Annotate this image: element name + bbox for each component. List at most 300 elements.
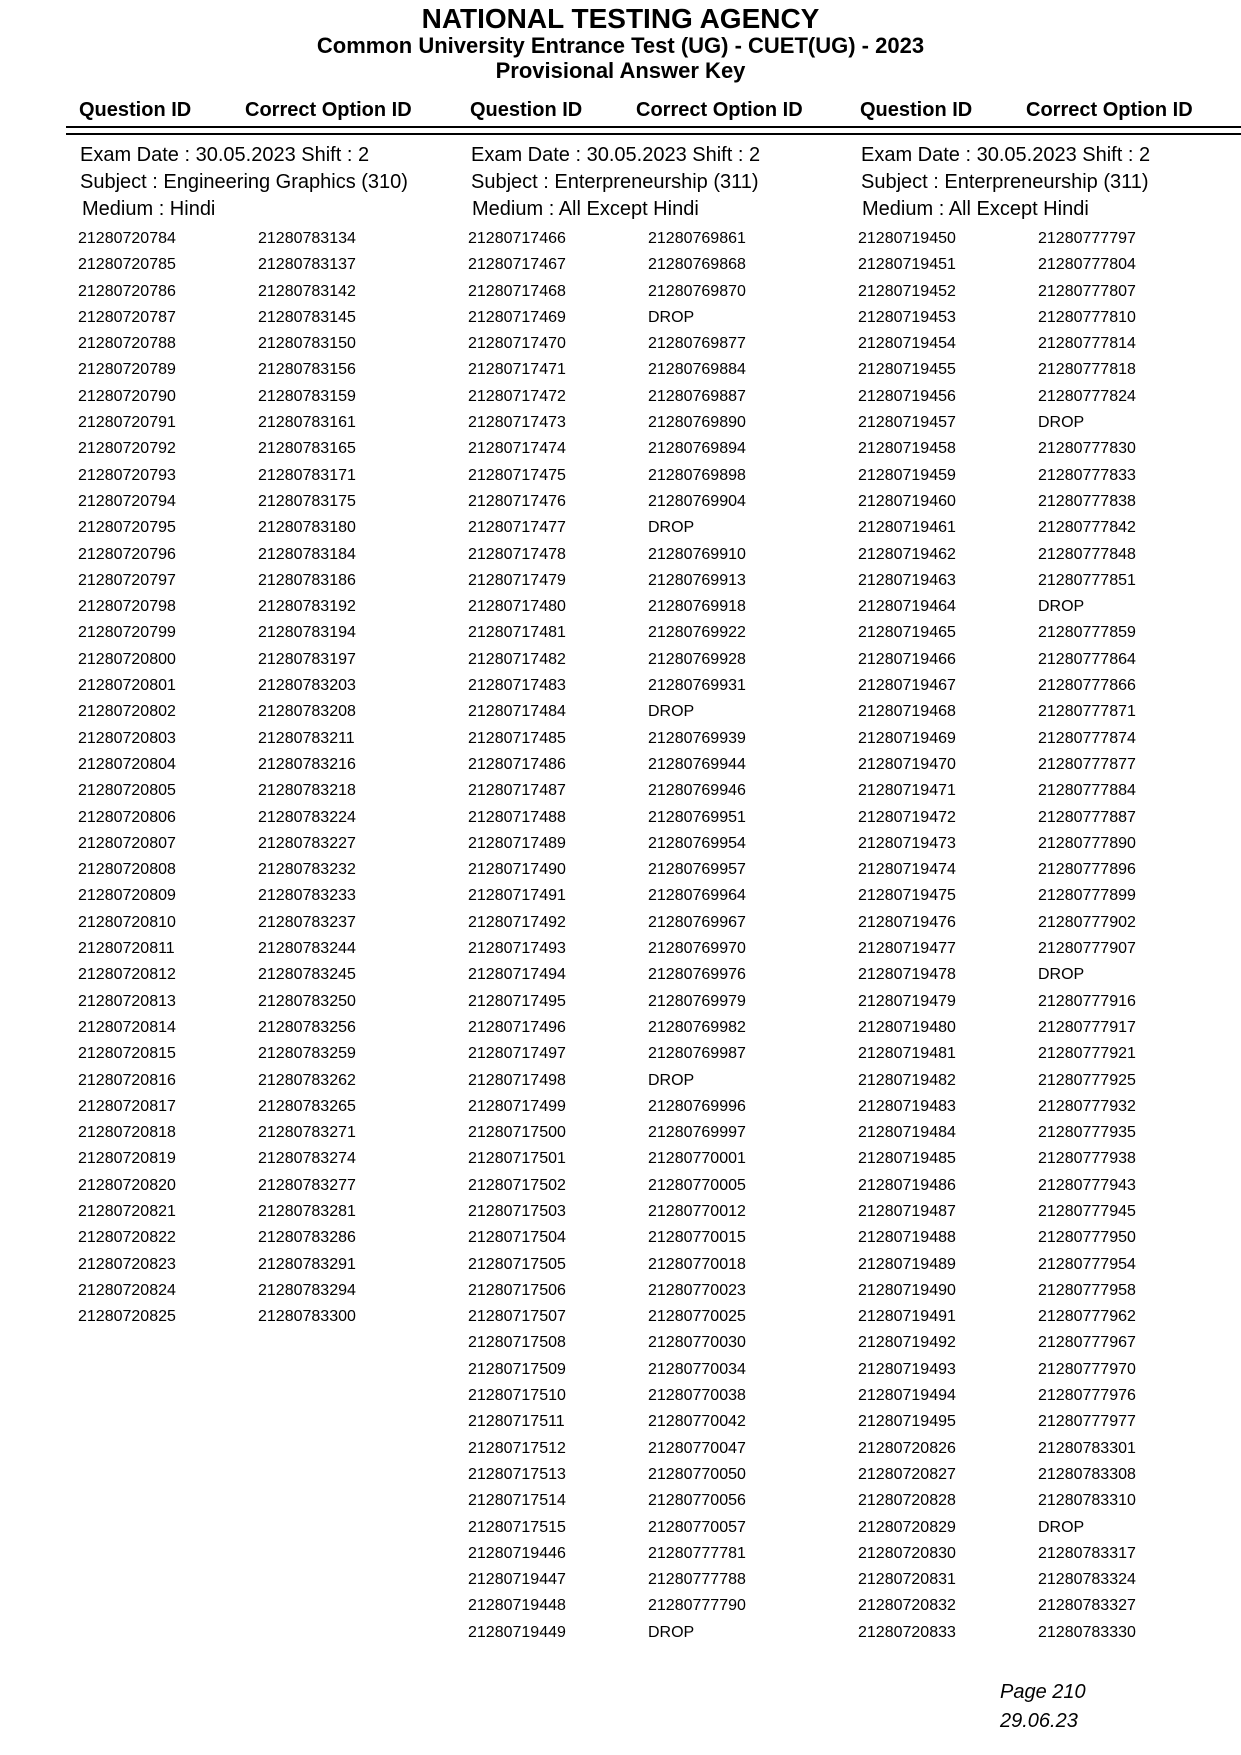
correct-option-id: 21280783259 bbox=[258, 1045, 356, 1063]
correct-option-id: 21280783310 bbox=[1038, 1492, 1136, 1510]
correct-option-id: 21280769967 bbox=[648, 913, 746, 931]
correct-option-id: 21280777890 bbox=[1038, 834, 1136, 852]
table-row bbox=[858, 357, 1241, 383]
question-id: 21280717476 bbox=[468, 492, 566, 510]
correct-option-id: 21280777977 bbox=[1038, 1413, 1136, 1431]
table-row bbox=[858, 384, 1241, 410]
correct-option-id: 21280770034 bbox=[648, 1360, 746, 1378]
correct-option-id: 21280783175 bbox=[258, 492, 356, 510]
question-id: 21280719450 bbox=[858, 230, 956, 247]
table-row bbox=[858, 1094, 1241, 1120]
correct-option-id: 21280777838 bbox=[1038, 492, 1136, 510]
correct-option-id: DROP bbox=[648, 1623, 695, 1641]
table-row bbox=[858, 489, 1241, 515]
question-id: 21280720791 bbox=[78, 414, 176, 432]
table-row bbox=[468, 1278, 858, 1304]
question-id: 21280719455 bbox=[858, 361, 956, 379]
correct-option-id: 21280783291 bbox=[258, 1255, 356, 1273]
correct-option-id: 21280777866 bbox=[1038, 677, 1136, 695]
table-row bbox=[468, 883, 858, 909]
question-id: 21280717471 bbox=[468, 361, 566, 379]
question-id: 21280717472 bbox=[468, 387, 566, 405]
question-id: 21280717511 bbox=[468, 1413, 565, 1431]
table-row bbox=[858, 279, 1241, 305]
correct-option-id: 21280783237 bbox=[258, 913, 356, 931]
question-id: 21280717474 bbox=[468, 440, 566, 458]
table-row bbox=[858, 910, 1241, 936]
question-id: 21280720800 bbox=[78, 650, 176, 668]
table-row bbox=[468, 620, 858, 646]
table-row bbox=[468, 778, 858, 804]
correct-option-id: 21280783245 bbox=[258, 966, 356, 984]
correct-option-id: 21280783165 bbox=[258, 440, 356, 458]
table-row bbox=[468, 1252, 858, 1278]
question-id: 21280720814 bbox=[78, 1018, 176, 1036]
correct-option-id: 21280769970 bbox=[648, 940, 746, 958]
question-id: 21280717514 bbox=[468, 1492, 566, 1510]
question-id: 21280717470 bbox=[468, 335, 566, 353]
question-id: 21280717479 bbox=[468, 571, 566, 589]
question-id: 21280720792 bbox=[78, 440, 176, 458]
question-id: 21280719463 bbox=[858, 571, 956, 589]
correct-option-id: 21280777830 bbox=[1038, 440, 1136, 458]
table-row bbox=[468, 805, 858, 831]
table-row bbox=[78, 436, 468, 462]
table-row bbox=[78, 1146, 468, 1172]
question-id: 21280717473 bbox=[468, 414, 566, 432]
subject: Subject : Enterpreneurship (311) bbox=[861, 171, 1149, 193]
correct-option-id: 21280777935 bbox=[1038, 1124, 1136, 1142]
correct-option-id: 21280770057 bbox=[648, 1518, 746, 1536]
question-id: 21280717486 bbox=[468, 755, 566, 773]
table-row bbox=[858, 436, 1241, 462]
table-row bbox=[78, 331, 468, 357]
correct-option-id: 21280783142 bbox=[258, 282, 356, 300]
question-id: 21280717478 bbox=[468, 545, 566, 563]
correct-option-id: 21280777842 bbox=[1038, 519, 1136, 537]
question-id: 21280719490 bbox=[858, 1281, 956, 1299]
question-id: 21280717504 bbox=[468, 1229, 566, 1247]
column-header-correct-option-id: Correct Option ID bbox=[1026, 99, 1193, 121]
table-row bbox=[858, 1409, 1241, 1435]
answer-section bbox=[858, 0, 1241, 1755]
agency-title: NATIONAL TESTING AGENCY bbox=[421, 3, 820, 34]
correct-option-id: 21280783281 bbox=[258, 1202, 356, 1220]
table-row bbox=[468, 1173, 858, 1199]
question-id: 21280719465 bbox=[858, 624, 956, 642]
question-id: 21280717483 bbox=[468, 677, 566, 695]
question-id: 21280717494 bbox=[468, 966, 566, 984]
table-row bbox=[858, 857, 1241, 883]
correct-option-id: 21280769928 bbox=[648, 650, 746, 668]
correct-option-id: 21280783134 bbox=[258, 230, 356, 247]
table-row bbox=[78, 752, 468, 778]
question-id: 21280719476 bbox=[858, 913, 956, 931]
table-row bbox=[858, 252, 1241, 278]
question-id: 21280720825 bbox=[78, 1308, 176, 1326]
question-id: 21280720831 bbox=[858, 1571, 956, 1589]
question-id: 21280717500 bbox=[468, 1124, 566, 1142]
question-id: 21280717467 bbox=[468, 256, 566, 274]
table-row bbox=[858, 1015, 1241, 1041]
question-id: 21280720827 bbox=[858, 1465, 956, 1483]
correct-option-id: 21280770038 bbox=[648, 1387, 746, 1405]
correct-option-id: 21280783192 bbox=[258, 598, 356, 616]
correct-option-id: 21280769861 bbox=[648, 230, 746, 247]
table-row bbox=[468, 1041, 858, 1067]
table-row bbox=[78, 1304, 468, 1330]
correct-option-id: 21280783137 bbox=[258, 256, 356, 274]
table-row bbox=[858, 805, 1241, 831]
correct-option-id: 21280777877 bbox=[1038, 755, 1136, 773]
question-id: 21280717501 bbox=[468, 1150, 566, 1168]
table-row bbox=[468, 331, 858, 357]
table-row bbox=[858, 1330, 1241, 1356]
column-header-correct-option-id: Correct Option ID bbox=[636, 99, 803, 121]
table-row bbox=[78, 1120, 468, 1146]
correct-option-id: 21280777790 bbox=[648, 1597, 746, 1615]
question-id: 21280717498 bbox=[468, 1071, 566, 1089]
table-row bbox=[858, 1462, 1241, 1488]
question-id: 21280720789 bbox=[78, 361, 176, 379]
question-id: 21280720803 bbox=[78, 729, 176, 747]
table-row bbox=[858, 726, 1241, 752]
table-row bbox=[858, 515, 1241, 541]
question-id: 21280719462 bbox=[858, 545, 956, 563]
correct-option-id: 21280777884 bbox=[1038, 782, 1136, 800]
question-id: 21280719491 bbox=[858, 1308, 956, 1326]
question-id: 21280720810 bbox=[78, 913, 176, 931]
question-id: 21280717490 bbox=[468, 861, 566, 879]
question-id: 21280719481 bbox=[858, 1045, 956, 1063]
question-id: 21280720806 bbox=[78, 808, 176, 826]
table-row bbox=[78, 489, 468, 515]
table-row bbox=[858, 226, 1241, 252]
question-id: 21280717481 bbox=[468, 624, 566, 642]
correct-option-id: 21280777902 bbox=[1038, 913, 1136, 931]
question-id: 21280720793 bbox=[78, 466, 176, 484]
correct-option-id: 21280783216 bbox=[258, 755, 356, 773]
question-id: 21280720794 bbox=[78, 492, 176, 510]
correct-option-id: 21280777962 bbox=[1038, 1308, 1136, 1326]
question-id: 21280719460 bbox=[858, 492, 956, 510]
correct-option-id: 21280769996 bbox=[648, 1097, 746, 1115]
table-row bbox=[468, 542, 858, 568]
question-id: 21280720786 bbox=[78, 282, 176, 300]
correct-option-id: 21280777967 bbox=[1038, 1334, 1136, 1352]
table-row bbox=[78, 673, 468, 699]
table-row bbox=[858, 1278, 1241, 1304]
question-id: 21280717482 bbox=[468, 650, 566, 668]
table-row bbox=[468, 1120, 858, 1146]
correct-option-id: 21280777958 bbox=[1038, 1281, 1136, 1299]
table-row bbox=[858, 989, 1241, 1015]
correct-option-id: 21280783324 bbox=[1038, 1571, 1136, 1589]
question-id: 21280720830 bbox=[858, 1544, 956, 1562]
correct-option-id: 21280783294 bbox=[258, 1281, 356, 1299]
table-row bbox=[78, 620, 468, 646]
question-id: 21280720802 bbox=[78, 703, 176, 721]
table-row bbox=[78, 1199, 468, 1225]
correct-option-id: 21280777824 bbox=[1038, 387, 1136, 405]
correct-option-id: 21280770001 bbox=[648, 1150, 746, 1168]
question-id: 21280719466 bbox=[858, 650, 956, 668]
correct-option-id: 21280777925 bbox=[1038, 1071, 1136, 1089]
question-id: 21280719453 bbox=[858, 308, 956, 326]
question-id: 21280720813 bbox=[78, 992, 176, 1010]
question-id: 21280719484 bbox=[858, 1124, 956, 1142]
correct-option-id: 21280783271 bbox=[258, 1124, 356, 1142]
table-row bbox=[78, 936, 468, 962]
correct-option-id: 21280777864 bbox=[1038, 650, 1136, 668]
correct-option-id: 21280769877 bbox=[648, 335, 746, 353]
correct-option-id: DROP bbox=[1038, 1518, 1085, 1536]
page-number: Page 210 bbox=[1000, 1681, 1086, 1703]
correct-option-id: 21280783227 bbox=[258, 834, 356, 852]
table-row bbox=[468, 673, 858, 699]
question-id: 21280719448 bbox=[468, 1597, 566, 1615]
table-row bbox=[468, 279, 858, 305]
exam-date-shift: Exam Date : 30.05.2023 Shift : 2 bbox=[80, 144, 370, 166]
correct-option-id: 21280770018 bbox=[648, 1255, 746, 1273]
correct-option-id: 21280770012 bbox=[648, 1202, 746, 1220]
correct-option-id: 21280783180 bbox=[258, 519, 356, 537]
table-row bbox=[468, 515, 858, 541]
question-id: 21280719486 bbox=[858, 1176, 956, 1194]
question-id: 21280717503 bbox=[468, 1202, 566, 1220]
question-id: 21280719483 bbox=[858, 1097, 956, 1115]
correct-option-id: 21280777938 bbox=[1038, 1150, 1136, 1168]
question-id: 21280717466 bbox=[468, 230, 566, 247]
correct-option-id: 21280769979 bbox=[648, 992, 746, 1010]
table-row bbox=[858, 1146, 1241, 1172]
table-row bbox=[468, 1436, 858, 1462]
question-id: 21280720801 bbox=[78, 677, 176, 695]
correct-option-id: 21280769922 bbox=[648, 624, 746, 642]
question-id: 21280720818 bbox=[78, 1124, 176, 1142]
table-row bbox=[78, 726, 468, 752]
table-row bbox=[858, 1304, 1241, 1330]
correct-option-id: 21280783301 bbox=[1038, 1439, 1136, 1457]
question-id: 21280720807 bbox=[78, 834, 176, 852]
table-row bbox=[858, 305, 1241, 331]
correct-option-id: 21280783233 bbox=[258, 887, 356, 905]
question-id: 21280719456 bbox=[858, 387, 956, 405]
question-id: 21280719471 bbox=[858, 782, 956, 800]
question-id: 21280717513 bbox=[468, 1465, 566, 1483]
correct-option-id: 21280769910 bbox=[648, 545, 746, 563]
table-row bbox=[468, 910, 858, 936]
table-row bbox=[858, 1199, 1241, 1225]
correct-option-id: 21280777970 bbox=[1038, 1360, 1136, 1378]
question-id: 21280719461 bbox=[858, 519, 956, 537]
table-row bbox=[858, 1225, 1241, 1251]
table-row bbox=[468, 1541, 858, 1567]
question-id: 21280719449 bbox=[468, 1623, 566, 1641]
question-id: 21280717491 bbox=[468, 887, 566, 905]
correct-option-id: 21280769870 bbox=[648, 282, 746, 300]
document-title: Provisional Answer Key bbox=[495, 58, 746, 83]
table-row bbox=[78, 1173, 468, 1199]
table-row bbox=[468, 1462, 858, 1488]
correct-option-id: 21280769894 bbox=[648, 440, 746, 458]
table-row bbox=[78, 542, 468, 568]
question-id: 21280719446 bbox=[468, 1544, 566, 1562]
table-row bbox=[468, 305, 858, 331]
question-id: 21280720809 bbox=[78, 887, 176, 905]
correct-option-id: 21280777932 bbox=[1038, 1097, 1136, 1115]
table-row bbox=[78, 594, 468, 620]
question-id: 21280717493 bbox=[468, 940, 566, 958]
question-id: 21280720799 bbox=[78, 624, 176, 642]
correct-option-id: 21280783224 bbox=[258, 808, 356, 826]
table-row bbox=[78, 1252, 468, 1278]
column-header-question-id: Question ID bbox=[79, 99, 192, 121]
medium: Medium : All Except Hindi bbox=[472, 198, 699, 220]
column-header-correct-option-id: Correct Option ID bbox=[245, 99, 412, 121]
table-row bbox=[78, 857, 468, 883]
correct-option-id: 21280770047 bbox=[648, 1439, 746, 1457]
table-row bbox=[858, 542, 1241, 568]
correct-option-id: 21280777950 bbox=[1038, 1229, 1136, 1247]
correct-option-id: 21280777797 bbox=[1038, 230, 1136, 247]
correct-option-id: DROP bbox=[1038, 966, 1085, 984]
question-id: 21280717489 bbox=[468, 834, 566, 852]
correct-option-id: 21280783208 bbox=[258, 703, 356, 721]
table-row bbox=[858, 1488, 1241, 1514]
correct-option-id: 21280769944 bbox=[648, 755, 746, 773]
table-row bbox=[858, 778, 1241, 804]
correct-option-id: 21280783159 bbox=[258, 387, 356, 405]
question-id: 21280720826 bbox=[858, 1439, 956, 1457]
question-id: 21280719458 bbox=[858, 440, 956, 458]
correct-option-id: 21280769890 bbox=[648, 414, 746, 432]
question-id: 21280719487 bbox=[858, 1202, 956, 1220]
question-id: 21280719470 bbox=[858, 755, 956, 773]
table-row bbox=[468, 726, 858, 752]
correct-option-id: 21280770005 bbox=[648, 1176, 746, 1194]
question-id: 21280717499 bbox=[468, 1097, 566, 1115]
answer-rows bbox=[858, 226, 1241, 1646]
medium: Medium : Hindi bbox=[82, 198, 216, 220]
correct-option-id: 21280770015 bbox=[648, 1229, 746, 1247]
table-row bbox=[78, 778, 468, 804]
correct-option-id: 21280770025 bbox=[648, 1308, 746, 1326]
correct-option-id: 21280777859 bbox=[1038, 624, 1136, 642]
question-id: 21280719468 bbox=[858, 703, 956, 721]
correct-option-id: 21280769918 bbox=[648, 598, 746, 616]
table-row bbox=[78, 699, 468, 725]
table-row bbox=[78, 515, 468, 541]
question-id: 21280720828 bbox=[858, 1492, 956, 1510]
correct-option-id: 21280783150 bbox=[258, 335, 356, 353]
correct-option-id: 21280783262 bbox=[258, 1071, 356, 1089]
question-id: 21280719489 bbox=[858, 1255, 956, 1273]
correct-option-id: 21280783232 bbox=[258, 861, 356, 879]
exam-title: Common University Entrance Test (UG) - CUET(UG) - 2023 bbox=[316, 33, 925, 58]
table-row bbox=[858, 1541, 1241, 1567]
table-row bbox=[468, 410, 858, 436]
correct-option-id: 21280783274 bbox=[258, 1150, 356, 1168]
correct-option-id: 21280777851 bbox=[1038, 571, 1136, 589]
table-row bbox=[858, 673, 1241, 699]
correct-option-id: 21280783211 bbox=[258, 729, 355, 747]
question-id: 21280720788 bbox=[78, 335, 176, 353]
table-row bbox=[858, 962, 1241, 988]
question-id: 21280720832 bbox=[858, 1597, 956, 1615]
correct-option-id: 21280769997 bbox=[648, 1124, 746, 1142]
table-row bbox=[468, 463, 858, 489]
correct-option-id: 21280777814 bbox=[1038, 335, 1136, 353]
question-id: 21280720805 bbox=[78, 782, 176, 800]
question-id: 21280719482 bbox=[858, 1071, 956, 1089]
answer-rows bbox=[468, 226, 858, 1646]
correct-option-id: 21280777954 bbox=[1038, 1255, 1136, 1273]
table-row bbox=[468, 1330, 858, 1356]
correct-option-id: 21280777907 bbox=[1038, 940, 1136, 958]
correct-option-id: 21280777896 bbox=[1038, 861, 1136, 879]
subject: Subject : Enterpreneurship (311) bbox=[471, 171, 759, 193]
table-row bbox=[78, 252, 468, 278]
table-row bbox=[858, 1041, 1241, 1067]
correct-option-id: 21280769982 bbox=[648, 1018, 746, 1036]
table-row bbox=[858, 831, 1241, 857]
question-id: 21280717505 bbox=[468, 1255, 566, 1273]
question-id: 21280719457 bbox=[858, 414, 956, 432]
table-row bbox=[468, 1015, 858, 1041]
question-id: 21280717510 bbox=[468, 1387, 566, 1405]
table-row bbox=[858, 1620, 1241, 1646]
question-id: 21280717487 bbox=[468, 782, 566, 800]
question-id: 21280719447 bbox=[468, 1571, 566, 1589]
table-row bbox=[858, 699, 1241, 725]
table-row bbox=[78, 805, 468, 831]
question-id: 21280717515 bbox=[468, 1518, 566, 1536]
question-id: 21280717496 bbox=[468, 1018, 566, 1036]
table-row bbox=[78, 1068, 468, 1094]
table-row bbox=[468, 384, 858, 410]
exam-date-shift: Exam Date : 30.05.2023 Shift : 2 bbox=[471, 144, 761, 166]
correct-option-id: 21280783184 bbox=[258, 545, 356, 563]
correct-option-id: 21280770050 bbox=[648, 1465, 746, 1483]
question-id: 21280717512 bbox=[468, 1439, 566, 1457]
question-id: 21280719467 bbox=[858, 677, 956, 695]
question-id: 21280717477 bbox=[468, 519, 566, 537]
question-id: 21280719454 bbox=[858, 335, 956, 353]
correct-option-id: 21280769957 bbox=[648, 861, 746, 879]
correct-option-id: 21280777976 bbox=[1038, 1387, 1136, 1405]
question-id: 21280719464 bbox=[858, 598, 956, 616]
question-id: 21280717468 bbox=[468, 282, 566, 300]
table-row bbox=[78, 1094, 468, 1120]
table-row bbox=[858, 620, 1241, 646]
correct-option-id: 21280769939 bbox=[648, 729, 746, 747]
correct-option-id: 21280777943 bbox=[1038, 1176, 1136, 1194]
correct-option-id: 21280783203 bbox=[258, 677, 356, 695]
table-row bbox=[858, 1383, 1241, 1409]
table-row bbox=[858, 647, 1241, 673]
correct-option-id: 21280783161 bbox=[258, 414, 356, 432]
question-id: 21280720811 bbox=[78, 940, 175, 958]
table-row bbox=[858, 1120, 1241, 1146]
question-id: 21280719493 bbox=[858, 1360, 956, 1378]
question-id: 21280719488 bbox=[858, 1229, 956, 1247]
correct-option-id: 21280783256 bbox=[258, 1018, 356, 1036]
question-id: 21280719494 bbox=[858, 1387, 956, 1405]
question-id: 21280717488 bbox=[468, 808, 566, 826]
table-row bbox=[78, 962, 468, 988]
correct-option-id: 21280769976 bbox=[648, 966, 746, 984]
